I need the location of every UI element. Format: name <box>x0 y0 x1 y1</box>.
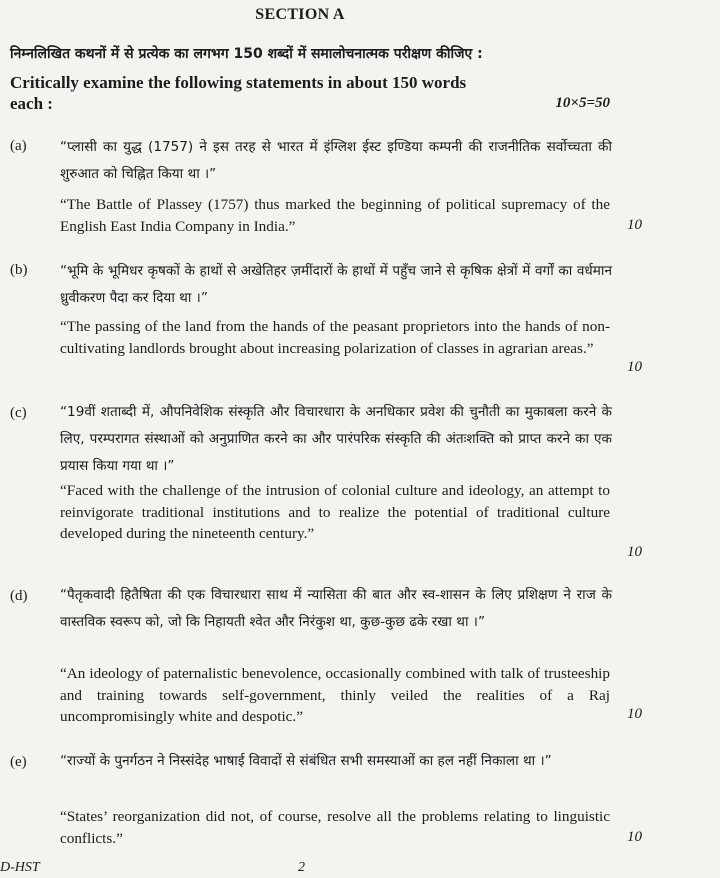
question-english: “Faced with the challenge of the intrusion of colonial culture and ideology, an attempt to reinvigorate traditional institutions and to realize the potential of traditional culture developed during the nineteenth century.” <box>60 482 610 542</box>
instruction-english <box>10 72 610 114</box>
question-english: “States’ reorganization did not, of course, resolve all the problems relating to linguistic conflicts.” <box>60 808 610 847</box>
question-english: “The Battle of Plassey (1757) thus marked the beginning of political supremacy of the English East India Company in India.” <box>60 196 610 235</box>
question-hindi: “प्लासी का युद्ध (1757) ने इस तरह से भारत में इंग्लिश ईस्ट इण्डिया कम्पनी की राजनीतिक सर्वोच्चता की शुरुआत को चिह्नित किया था ।” <box>60 139 612 182</box>
question-label: (d) <box>10 588 28 604</box>
question-label: (a) <box>10 138 27 154</box>
question-label: (c) <box>10 405 27 421</box>
instruction-hindi: निम्नलिखित कथनों में से प्रत्येक का लगभग 150 शब्दों में समालोचनात्मक परीक्षण कीजिए : <box>10 46 483 62</box>
instruction-english-line1: Critically examine the following statements in about 150 words <box>10 73 467 92</box>
question-label: (e) <box>10 754 27 770</box>
section-title: SECTION A <box>255 6 345 23</box>
question-marks: 10 <box>627 217 642 233</box>
page-number: 2 <box>298 860 305 875</box>
question-hindi: “पैतृकवादी हितैषिता की एक विचारधारा साथ में न्यासिता की बात और स्व-शासन के लिए प्रशिक्षण ने राज के वास्तविक स्वरूप को, जो कि निहायती श्वेत और निरंकुश था, कुछ-कुछ ढके रखा था ।” <box>60 587 612 630</box>
question-english: “An ideology of paternalistic benevolence, occasionally combined with talk of trusteeship and training towards self-government, thinly veiled the realities of a Raj uncompromisingly white and despotic.” <box>60 665 610 725</box>
question-marks: 10 <box>627 544 642 560</box>
paper-code: D-HST <box>0 860 40 875</box>
question-label: (b) <box>10 262 28 278</box>
total-marks: 10×5=50 <box>555 95 610 111</box>
question-hindi: “राज्यों के पुनर्गठन ने निस्संदेह भाषाई विवादों से संबंधित सभी समस्याओं का हल नहीं निकाला था ।” <box>60 753 552 769</box>
question-marks: 10 <box>627 359 642 375</box>
question-hindi: “भूमि के भूमिधर कृषकों के हाथों से अखेतिहर ज़मींदारों के हाथों में पहुँच जाने से कृषिक क्षेत्रों में वर्गों का वर्धमान ध्रुवीकरण पैदा कर दिया था ।” <box>60 263 612 306</box>
question-marks: 10 <box>627 829 642 845</box>
question-marks: 10 <box>627 706 642 722</box>
question-hindi: “19वीं शताब्दी में, औपनिवेशिक संस्कृति और विचारधारा के अनधिकार प्रवेश की चुनौती का मुकाबला करने के लिए, परम्परागत संस्थाओं को अनुप्राणित करने का और पारंपरिक संस्कृति की अंतःशक्ति को प्राप्त करने का एक प्रयास किया गया था ।” <box>60 404 612 474</box>
question-english: “The passing of the land from the hands of the peasant proprietors into the hands of non-cultivating landlords brought about increasing polarization of classes in agrarian areas.” <box>60 318 610 357</box>
instruction-english-line2: each : <box>10 94 53 113</box>
